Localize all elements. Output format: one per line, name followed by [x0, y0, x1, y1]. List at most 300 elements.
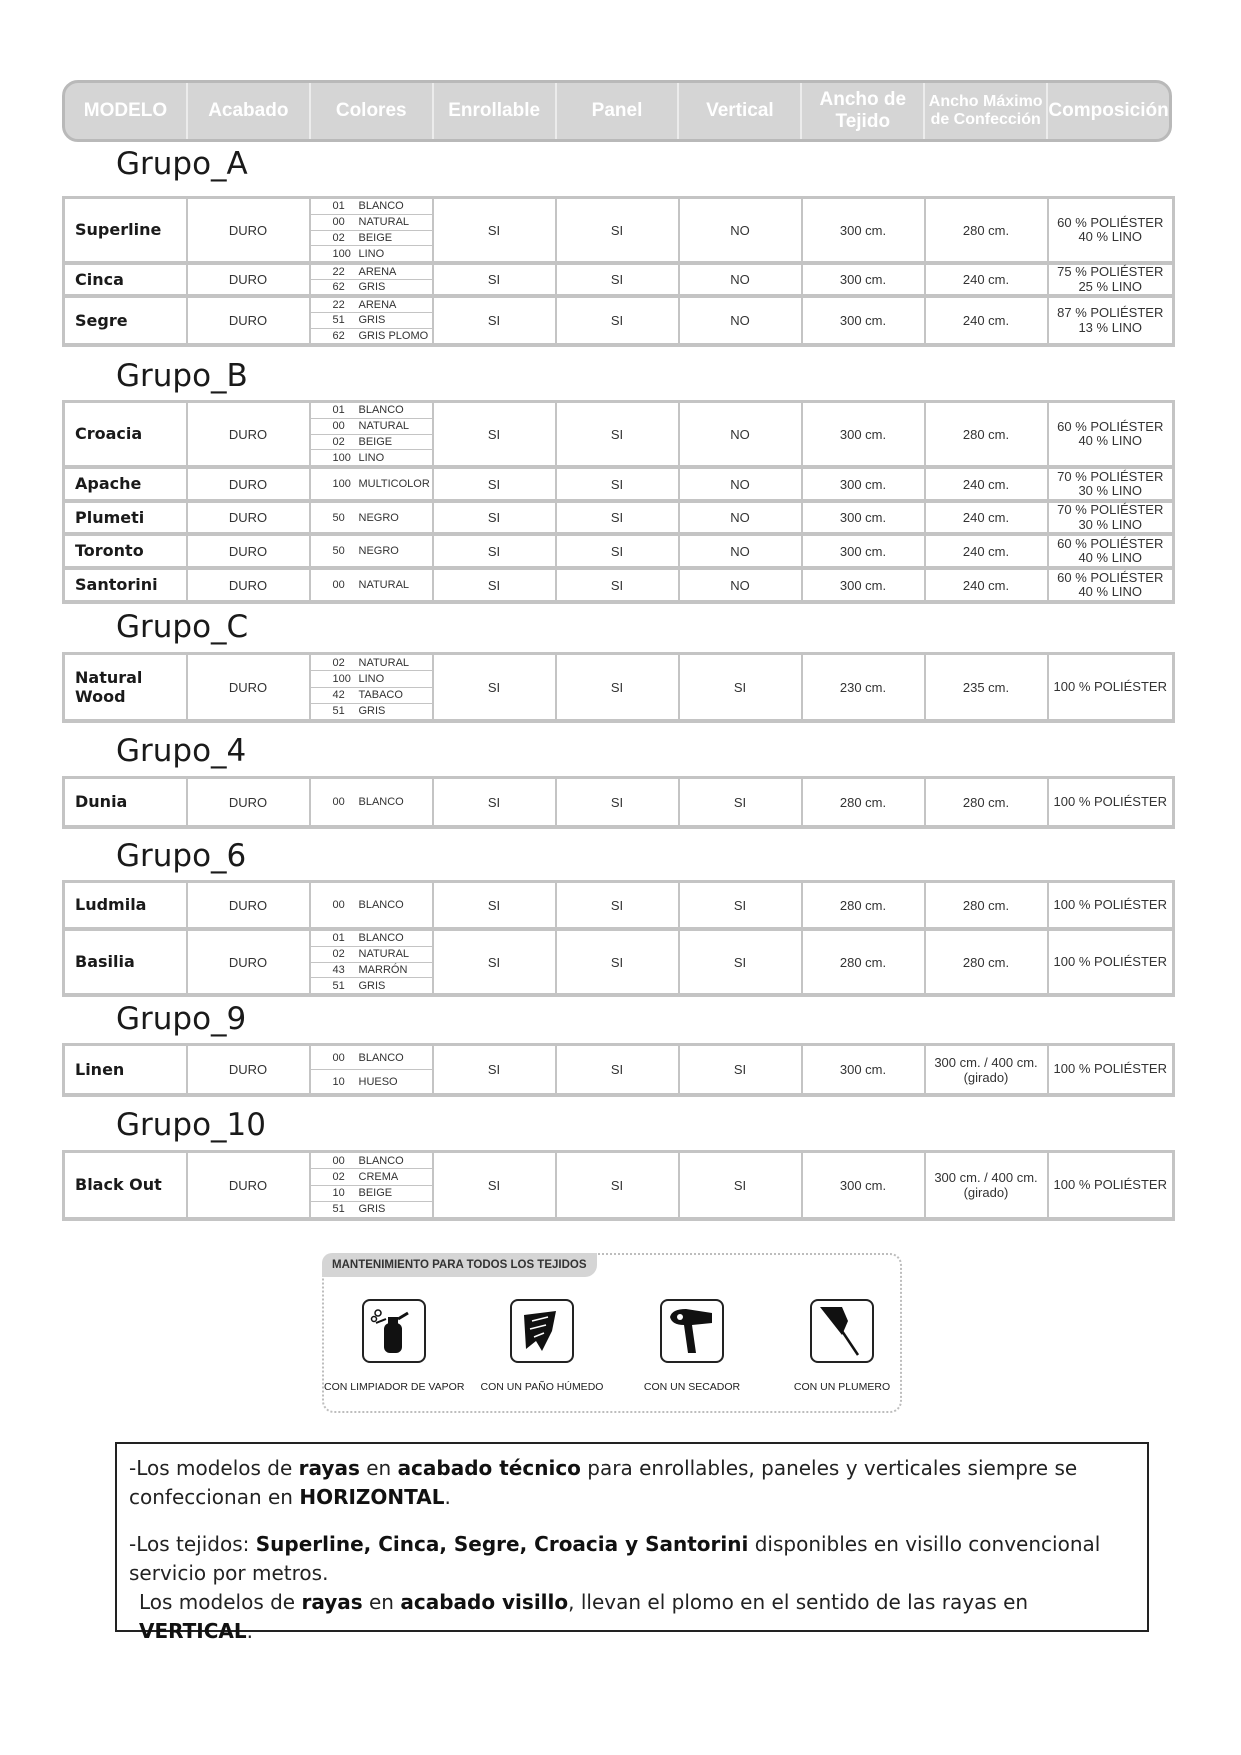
note-text: , llevan el plomo en el sentido de las rayas en: [568, 1590, 1029, 1614]
color-list: [311, 883, 432, 927]
panel-cell: SI: [556, 467, 679, 501]
group-title: Grupo_6: [116, 838, 247, 874]
composicion-cell: [1048, 778, 1174, 828]
ancho-maximo-cell: 300 cm. / 400 cm. (girado): [925, 1045, 1048, 1096]
color-item: [311, 435, 432, 451]
color-name: ARENA: [358, 266, 397, 278]
composition-line: 40 % LINO: [1078, 584, 1143, 599]
header-acabado: Acabado: [188, 83, 311, 139]
composition-line: 60 % POLIÉSTER: [1057, 214, 1164, 230]
colors-cell: [310, 501, 433, 534]
ancho-maximo-cell: 240 cm.: [925, 296, 1048, 345]
enrollable-cell: SI: [433, 1152, 556, 1220]
composicion-cell: [1048, 882, 1174, 930]
table-row: [64, 263, 1174, 296]
color-code: 62: [332, 281, 345, 293]
color-code: 01: [332, 404, 345, 417]
composition-line: 100 % POLIÉSTER: [1053, 1061, 1167, 1077]
color-name: LINO: [358, 451, 385, 464]
composition-line: 40 % LINO: [1078, 229, 1143, 244]
note-text: en: [359, 1456, 398, 1480]
color-name: BEIGE: [358, 1187, 393, 1200]
color-name: MULTICOLOR: [358, 478, 430, 490]
maintenance-item-steam: [324, 1299, 464, 1393]
color-list: [311, 931, 432, 993]
color-code: 50: [332, 545, 345, 557]
color-name: NATURAL: [358, 216, 410, 229]
table-row: [64, 654, 1174, 722]
composicion-cell: [1048, 1045, 1174, 1096]
vertical-cell: NO: [679, 568, 802, 602]
model-name: Linen: [64, 1045, 187, 1096]
table-row: [64, 1152, 1174, 1220]
composicion-cell: [1048, 654, 1174, 722]
composicion-cell: [1048, 534, 1174, 568]
group-title: Grupo_B: [116, 358, 248, 394]
color-code: 100: [332, 478, 351, 490]
color-code: 51: [332, 705, 345, 718]
color-code: 02: [332, 948, 345, 961]
note-stripes-visillo: [129, 1588, 1135, 1646]
color-item: [311, 469, 432, 499]
color-code: 00: [332, 796, 345, 808]
color-name: BLANCO: [358, 796, 404, 808]
ancho-maximo-cell: 240 cm.: [925, 467, 1048, 501]
table-row: [64, 882, 1174, 930]
color-item: [311, 688, 432, 704]
model-name: Cinca: [64, 263, 187, 296]
color-name: LINO: [358, 672, 385, 685]
model-name: Natural Wood: [64, 654, 187, 722]
header-ancho-tejido: Ancho de Tejido: [802, 83, 925, 139]
color-list: [311, 779, 432, 825]
note-text: Los modelos de: [139, 1590, 302, 1614]
colors-cell: [310, 402, 433, 468]
color-code: 00: [332, 899, 345, 911]
composition-line: 60 % POLIÉSTER: [1057, 535, 1164, 551]
color-code: 02: [332, 1170, 345, 1183]
ancho-cell: 280 cm.: [802, 929, 925, 995]
color-list: [311, 265, 432, 294]
color-item: [311, 265, 432, 280]
table-row: [64, 198, 1174, 264]
color-name: NEGRO: [358, 511, 399, 524]
ancho-maximo-cell: 240 cm.: [925, 263, 1048, 296]
acabado-cell: DURO: [187, 467, 310, 501]
color-list: [311, 536, 432, 566]
ancho-maximo-cell: 280 cm.: [925, 778, 1048, 828]
panel-cell: SI: [556, 402, 679, 468]
color-code: 10: [332, 1187, 345, 1200]
color-item: [311, 671, 432, 687]
color-list: [311, 503, 432, 532]
color-item: [311, 231, 432, 247]
acabado-cell: DURO: [187, 1152, 310, 1220]
color-name: CREMA: [358, 1170, 399, 1183]
color-code: 00: [332, 1051, 345, 1064]
note-text: -Los modelos de: [129, 1456, 299, 1480]
composition-line: 100 % POLIÉSTER: [1053, 1176, 1167, 1192]
color-name: BLANCO: [358, 1154, 404, 1167]
vertical-cell: SI: [679, 778, 802, 828]
model-name: Dunia: [64, 778, 187, 828]
color-list: [311, 298, 432, 343]
panel-cell: SI: [556, 1152, 679, 1220]
colors-cell: [310, 296, 433, 345]
color-code: 51: [332, 979, 345, 992]
acabado-cell: DURO: [187, 778, 310, 828]
ancho-maximo-cell: 300 cm. / 400 cm. (girado): [925, 1152, 1048, 1220]
group-table: [62, 880, 1175, 997]
colors-cell: [310, 929, 433, 995]
color-list: [311, 655, 432, 719]
color-name: NATURAL: [358, 420, 410, 433]
acabado-cell: DURO: [187, 501, 310, 534]
color-item: [311, 1169, 432, 1185]
maintenance-label: CON UN SECADOR: [643, 1381, 741, 1393]
note-emphasis: HORIZONTAL: [299, 1485, 445, 1509]
color-list: [311, 1153, 432, 1217]
color-item: [311, 963, 432, 979]
group-title: Grupo_C: [116, 609, 249, 645]
acabado-cell: DURO: [187, 1045, 310, 1096]
color-code: 51: [332, 314, 345, 327]
color-name: BLANCO: [358, 1051, 404, 1064]
header-modelo: MODELO: [65, 83, 188, 139]
ancho-maximo-cell: 280 cm.: [925, 882, 1048, 930]
color-item: [311, 931, 432, 947]
composition-line: 100 % POLIÉSTER: [1053, 678, 1167, 694]
group-table: [62, 196, 1175, 347]
composition-line: 100 % POLIÉSTER: [1053, 896, 1167, 912]
composicion-cell: [1048, 568, 1174, 602]
note-text: en: [362, 1590, 401, 1614]
color-code: 100: [332, 672, 351, 685]
note-text: .: [444, 1485, 451, 1509]
note-emphasis: rayas: [301, 1590, 363, 1614]
vertical-cell: NO: [679, 198, 802, 264]
maintenance-box: [322, 1253, 902, 1413]
color-code: 22: [332, 266, 345, 278]
composicion-cell: [1048, 929, 1174, 995]
ancho-maximo-cell: 280 cm.: [925, 198, 1048, 264]
composicion-cell: [1048, 198, 1174, 264]
color-code: 02: [332, 231, 345, 244]
panel-cell: SI: [556, 263, 679, 296]
hair-dryer-icon: [660, 1299, 724, 1363]
acabado-cell: DURO: [187, 263, 310, 296]
color-name: GRIS: [358, 979, 386, 992]
note-text: para enrollables, paneles y verticales siempre se confeccionan en: [129, 1456, 1078, 1509]
color-item: [311, 403, 432, 419]
color-code: 100: [332, 247, 351, 260]
model-name: Ludmila: [64, 882, 187, 930]
colors-cell: [310, 1152, 433, 1220]
ancho-cell: 230 cm.: [802, 654, 925, 722]
enrollable-cell: SI: [433, 263, 556, 296]
group-table: [62, 400, 1175, 604]
composition-line: 75 % POLIÉSTER: [1057, 264, 1164, 280]
color-name: TABACO: [358, 689, 403, 702]
note-emphasis: rayas: [298, 1456, 360, 1480]
color-name: GRIS: [358, 281, 386, 293]
colors-cell: [310, 778, 433, 828]
color-name: GRIS: [358, 1203, 386, 1216]
ancho-cell: 300 cm.: [802, 402, 925, 468]
table-row: [64, 296, 1174, 345]
group-table: [62, 776, 1175, 829]
panel-cell: SI: [556, 198, 679, 264]
panel-cell: SI: [556, 654, 679, 722]
composicion-cell: [1048, 467, 1174, 501]
color-code: 00: [332, 1154, 345, 1167]
enrollable-cell: SI: [433, 568, 556, 602]
composition-line: 87 % POLIÉSTER: [1057, 305, 1164, 321]
color-item: [311, 199, 432, 215]
maintenance-item-cloth: [472, 1299, 612, 1393]
enrollable-cell: SI: [433, 402, 556, 468]
panel-cell: SI: [556, 882, 679, 930]
color-name: NATURAL: [358, 579, 410, 591]
color-code: 100: [332, 451, 351, 464]
acabado-cell: DURO: [187, 534, 310, 568]
table-row: [64, 402, 1174, 468]
maintenance-label: CON UN PLUMERO: [793, 1381, 891, 1393]
maintenance-label: CON UN PAÑO HÚMEDO: [480, 1381, 604, 1393]
color-list: [311, 1046, 432, 1093]
table-row: [64, 1045, 1174, 1096]
table-row: [64, 778, 1174, 828]
color-item: [311, 1202, 432, 1217]
composition-line: 100 % POLIÉSTER: [1053, 953, 1167, 969]
color-code: 50: [332, 511, 345, 524]
enrollable-cell: SI: [433, 929, 556, 995]
table-row: [64, 929, 1174, 995]
vertical-cell: NO: [679, 296, 802, 345]
color-list: [311, 570, 432, 600]
acabado-cell: DURO: [187, 568, 310, 602]
ancho-maximo-cell: 240 cm.: [925, 501, 1048, 534]
color-item: [311, 779, 432, 825]
color-name: ARENA: [358, 299, 397, 312]
note-emphasis: acabado técnico: [397, 1456, 581, 1480]
ancho-cell: 300 cm.: [802, 296, 925, 345]
composicion-cell: [1048, 501, 1174, 534]
color-item: [311, 1070, 432, 1093]
composicion-cell: [1048, 296, 1174, 345]
color-name: LINO: [358, 247, 385, 260]
color-name: GRIS PLOMO: [358, 329, 429, 342]
enrollable-cell: SI: [433, 778, 556, 828]
composition-line: 60 % POLIÉSTER: [1057, 418, 1164, 434]
colors-cell: [310, 654, 433, 722]
color-item: [311, 655, 432, 671]
color-item: [311, 1186, 432, 1202]
colors-cell: [310, 1045, 433, 1096]
color-item: [311, 883, 432, 927]
composicion-cell: [1048, 1152, 1174, 1220]
group-title: Grupo_A: [116, 146, 248, 182]
acabado-cell: DURO: [187, 654, 310, 722]
enrollable-cell: SI: [433, 296, 556, 345]
model-name: Croacia: [64, 402, 187, 468]
composition-line: 100 % POLIÉSTER: [1053, 793, 1167, 809]
vertical-cell: NO: [679, 263, 802, 296]
note-emphasis: acabado visillo: [400, 1590, 569, 1614]
color-code: 01: [332, 932, 345, 945]
color-code: 62: [332, 329, 345, 342]
color-code: 43: [332, 963, 345, 976]
acabado-cell: DURO: [187, 882, 310, 930]
enrollable-cell: SI: [433, 882, 556, 930]
color-name: NATURAL: [358, 656, 410, 669]
color-item: [311, 246, 432, 261]
note-text: -Los tejidos:: [129, 1532, 256, 1556]
header-vertical: Vertical: [679, 83, 802, 139]
note-emphasis: VERTICAL: [139, 1619, 247, 1643]
ancho-cell: 300 cm.: [802, 501, 925, 534]
color-item: [311, 1153, 432, 1169]
panel-cell: SI: [556, 296, 679, 345]
vertical-cell: SI: [679, 1152, 802, 1220]
panel-cell: SI: [556, 778, 679, 828]
color-code: 00: [332, 579, 345, 591]
enrollable-cell: SI: [433, 654, 556, 722]
notes-box: [115, 1442, 1149, 1643]
ancho-maximo-cell: 280 cm.: [925, 402, 1048, 468]
model-name: Santorini: [64, 568, 187, 602]
note-fabrics-visillo: [129, 1530, 1135, 1588]
color-item: [311, 280, 432, 294]
ancho-maximo-cell: 280 cm.: [925, 929, 1048, 995]
composition-line: 30 % LINO: [1078, 516, 1143, 532]
panel-cell: SI: [556, 568, 679, 602]
header-panel: Panel: [557, 83, 680, 139]
group-table: [62, 652, 1175, 723]
color-name: MARRÓN: [358, 963, 408, 976]
vertical-cell: NO: [679, 467, 802, 501]
colors-cell: [310, 882, 433, 930]
maintenance-label: CON LIMPIADOR DE VAPOR: [324, 1381, 465, 1393]
composition-line: 13 % LINO: [1078, 319, 1143, 335]
color-item: [311, 978, 432, 993]
color-code: 10: [332, 1075, 345, 1088]
note-emphasis: Superline, Cinca, Segre, Croacia y Santorini: [255, 1532, 749, 1556]
color-code: 01: [332, 200, 345, 213]
group-title: Grupo_9: [116, 1001, 247, 1037]
color-name: NEGRO: [358, 545, 399, 557]
header-composicion: Composición: [1048, 100, 1169, 122]
steam-cleaner-icon: [362, 1299, 426, 1363]
ancho-maximo-cell: 240 cm.: [925, 568, 1048, 602]
ancho-cell: 300 cm.: [802, 198, 925, 264]
model-name: Basilia: [64, 929, 187, 995]
enrollable-cell: SI: [433, 198, 556, 264]
group-table: [62, 1043, 1175, 1097]
color-name: GRIS: [358, 705, 386, 718]
acabado-cell: DURO: [187, 198, 310, 264]
panel-cell: SI: [556, 534, 679, 568]
color-item: [311, 329, 432, 343]
color-code: 51: [332, 1203, 345, 1216]
color-list: [311, 403, 432, 465]
group-table: [62, 1150, 1175, 1221]
composition-line: 30 % LINO: [1078, 483, 1143, 498]
table-row: [64, 467, 1174, 501]
ancho-cell: 300 cm.: [802, 263, 925, 296]
model-name: Toronto: [64, 534, 187, 568]
color-name: HUESO: [358, 1075, 398, 1088]
table-header: [62, 80, 1172, 142]
colors-cell: [310, 568, 433, 602]
ancho-maximo-cell: 240 cm.: [925, 534, 1048, 568]
ancho-cell: 300 cm.: [802, 568, 925, 602]
color-item: [311, 947, 432, 963]
color-code: 42: [332, 689, 345, 702]
color-name: BLANCO: [358, 899, 404, 911]
panel-cell: SI: [556, 929, 679, 995]
table-row: [64, 534, 1174, 568]
enrollable-cell: SI: [433, 1045, 556, 1096]
acabado-cell: DURO: [187, 929, 310, 995]
color-name: NATURAL: [358, 948, 410, 961]
ancho-cell: 300 cm.: [802, 1045, 925, 1096]
header-colores: Colores: [311, 83, 434, 139]
ancho-cell: 280 cm.: [802, 778, 925, 828]
table-row: [64, 568, 1174, 602]
ancho-cell: 300 cm.: [802, 534, 925, 568]
ancho-cell: 300 cm.: [802, 1152, 925, 1220]
note-text: disponibles en visillo convencional servicio por metros.: [129, 1532, 1101, 1585]
acabado-cell: DURO: [187, 402, 310, 468]
composicion-cell: [1048, 402, 1174, 468]
color-item: [311, 1046, 432, 1070]
color-item: [311, 503, 432, 532]
color-code: 02: [332, 435, 345, 448]
colors-cell: [310, 534, 433, 568]
color-item: [311, 570, 432, 600]
composition-line: 40 % LINO: [1078, 433, 1143, 448]
vertical-cell: NO: [679, 501, 802, 534]
color-item: [311, 215, 432, 231]
color-name: BEIGE: [358, 231, 393, 244]
composition-line: 40 % LINO: [1078, 550, 1143, 565]
color-item: [311, 419, 432, 435]
color-code: 00: [332, 216, 345, 229]
colors-cell: [310, 467, 433, 501]
vertical-cell: NO: [679, 402, 802, 468]
composition-line: 70 % POLIÉSTER: [1057, 502, 1164, 518]
composicion-cell: [1048, 263, 1174, 296]
ancho-maximo-cell: 235 cm.: [925, 654, 1048, 722]
model-name: Apache: [64, 467, 187, 501]
enrollable-cell: SI: [433, 467, 556, 501]
color-list: [311, 469, 432, 499]
note-text: .: [246, 1619, 253, 1643]
maintenance-item-duster: [772, 1299, 912, 1393]
model-name: Black Out: [64, 1152, 187, 1220]
color-list: [311, 199, 432, 261]
ancho-cell: 300 cm.: [802, 467, 925, 501]
maintenance-title: MANTENIMIENTO PARA TODOS LOS TEJIDOS: [322, 1253, 597, 1277]
color-item: [311, 536, 432, 566]
vertical-cell: NO: [679, 534, 802, 568]
composition-line: 70 % POLIÉSTER: [1057, 468, 1164, 484]
panel-cell: SI: [556, 1045, 679, 1096]
panel-cell: SI: [556, 501, 679, 534]
vertical-cell: SI: [679, 654, 802, 722]
color-item: [311, 313, 432, 328]
